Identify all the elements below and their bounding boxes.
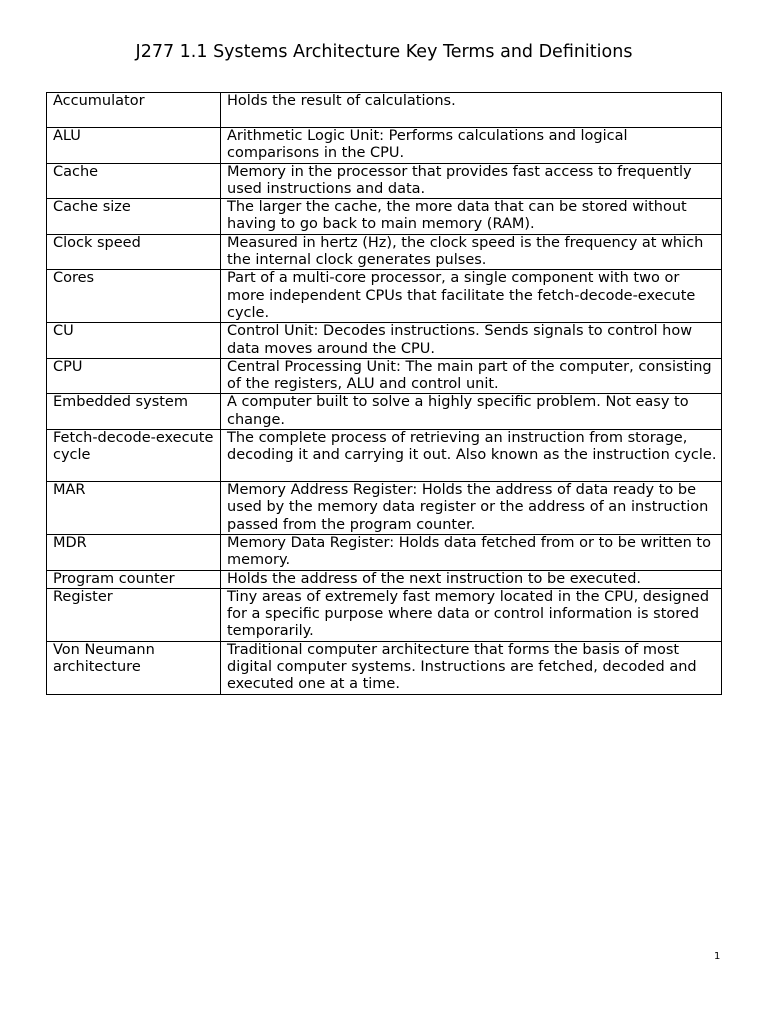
definition-cell: A computer built to solve a highly specific problem. Not easy to change. — [221, 394, 722, 430]
definition-cell: Control Unit: Decodes instructions. Sends signals to control how data moves around the CPU. — [221, 323, 722, 359]
table-row — [47, 199, 722, 235]
table-row — [47, 394, 722, 430]
term-cell: CU — [47, 323, 221, 359]
table-row — [47, 163, 722, 199]
definition-cell: Traditional computer architecture that forms the basis of most digital computer systems. Instructions are fetched, decoded and executed one at a time. — [221, 641, 722, 694]
definition-cell: Memory Address Register: Holds the address of data ready to be used by the memory data register or the address of an instruction passed from the program counter. — [221, 482, 722, 535]
definition-cell: Measured in hertz (Hz), the clock speed is the frequency at which the internal clock generates pulses. — [221, 234, 722, 270]
term-cell: Fetch-decode-execute cycle — [47, 430, 221, 482]
definition-cell: Holds the result of calculations. — [221, 93, 722, 128]
table-row — [47, 641, 722, 694]
term-cell: MDR — [47, 534, 221, 570]
page-title: J277 1.1 Systems Architecture Key Terms and Definitions — [135, 42, 633, 62]
definition-cell: Memory Data Register: Holds data fetched from or to be written to memory. — [221, 534, 722, 570]
term-cell: CPU — [47, 358, 221, 394]
term-cell: Cores — [47, 270, 221, 323]
term-cell: ALU — [47, 128, 221, 164]
definition-cell: Holds the address of the next instruction to be executed. — [221, 570, 722, 588]
term-cell: Von Neumann architecture — [47, 641, 221, 694]
definition-cell: Arithmetic Logic Unit: Performs calculations and logical comparisons in the CPU. — [221, 128, 722, 164]
definition-cell: The larger the cache, the more data that can be stored without having to go back to main memory (RAM). — [221, 199, 722, 235]
table-row — [47, 430, 722, 482]
terms-table — [46, 92, 722, 695]
term-cell: Accumulator — [47, 93, 221, 128]
definition-cell: The complete process of retrieving an instruction from storage, decoding it and carrying it out. Also known as the instruction cycle. — [221, 430, 722, 482]
table-row — [47, 570, 722, 588]
term-cell: Clock speed — [47, 234, 221, 270]
definition-cell: Part of a multi-core processor, a single component with two or more independent CPUs that facilitate the fetch-decode-execute cycle. — [221, 270, 722, 323]
term-cell: Program counter — [47, 570, 221, 588]
definition-cell: Tiny areas of extremely fast memory located in the CPU, designed for a specific purpose where data or control information is stored temporarily. — [221, 588, 722, 641]
term-cell: Cache size — [47, 199, 221, 235]
definition-cell: Central Processing Unit: The main part of the computer, consisting of the registers, ALU and control unit. — [221, 358, 722, 394]
table-row — [47, 534, 722, 570]
table-row — [47, 128, 722, 164]
table-row — [47, 93, 722, 128]
term-cell: Register — [47, 588, 221, 641]
table-row — [47, 358, 722, 394]
table-row — [47, 234, 722, 270]
definition-cell: Memory in the processor that provides fast access to frequently used instructions and data. — [221, 163, 722, 199]
term-cell: Embedded system — [47, 394, 221, 430]
page-number: 1 — [714, 951, 721, 962]
table-row — [47, 323, 722, 359]
table-row — [47, 270, 722, 323]
table-row — [47, 482, 722, 535]
term-cell: Cache — [47, 163, 221, 199]
term-cell: MAR — [47, 482, 221, 535]
terms-table-body — [47, 93, 722, 695]
table-row — [47, 588, 722, 641]
